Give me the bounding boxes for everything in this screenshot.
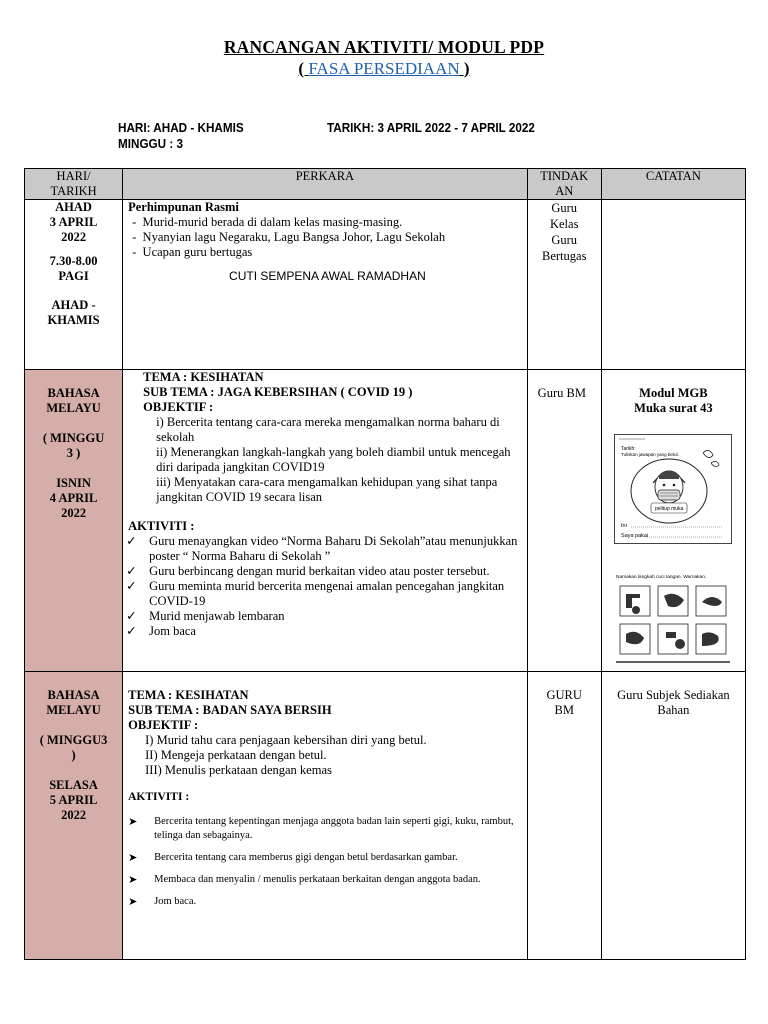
- svg-text:pelitup muka: pelitup muka: [655, 506, 684, 512]
- row3-catatan: Guru Subjek Sediakan Bahan: [601, 672, 745, 960]
- row2-tema: TEMA : KESIHATAN: [143, 370, 264, 384]
- arrow-icon: ➤: [128, 816, 138, 828]
- table-header-row: [25, 169, 746, 200]
- objective-item: ii) Menerangkan langkah-langkah yang boleh diambil untuk mencegah diri daripada jangkitan COVID19: [156, 445, 511, 474]
- objective-item: I) Murid tahu cara penjagaan kebersihan diri yang betul.: [145, 733, 427, 747]
- row3-tema: TEMA : KESIHATAN: [128, 688, 249, 702]
- row3-subtema: SUB TEMA : BADAN SAYA BERSIH: [128, 703, 332, 717]
- objective-item: III) Menulis perkataan dengan kemas: [145, 763, 332, 777]
- list-item: ➤ Bercerita tentang kepentingan menjaga anggota badan lain seperti gigi, kuku, rambut, telinga dan sebagainya.: [128, 816, 514, 841]
- lesson-plan-table: [24, 168, 746, 960]
- worksheet-mask-image: [614, 434, 732, 544]
- page-title: RANCANGAN AKTIVITI/ MODUL PDP: [223, 37, 545, 57]
- row2-perkara: [123, 370, 528, 672]
- row1-tindakan: Guru Kelas Guru Bertugas: [527, 200, 601, 370]
- subtitle-close: ): [459, 59, 470, 78]
- worksheet-handwash-image: [614, 572, 732, 666]
- meta-hari: HARI: AHAD - KHAMIS: [118, 120, 244, 135]
- list-item: ➤ Membaca dan menyalin / menulis perkataan berkaitan dengan anggota badan.: [128, 874, 481, 886]
- list-item: ➤ Bercerita tentang cara memberus gigi dengan betul berdasarkan gambar.: [128, 852, 458, 864]
- check-icon: ✓: [126, 624, 137, 638]
- table-row: [25, 672, 746, 960]
- row2-objektif: OBJEKTIF :: [143, 400, 214, 414]
- objective-item: iii) Menyatakan cara-cara mengamalkan kehidupan yang sihat tanpa jangkitan COVID 19 secara lisan: [156, 475, 498, 504]
- list-item: - Murid-murid berada di dalam kelas masing-masing.: [132, 215, 403, 229]
- meta-tarikh: TARIKH: 3 APRIL 2022 - 7 APRIL 2022: [327, 120, 535, 135]
- handwashing-steps-icon: [614, 572, 732, 666]
- row1-cuti: CUTI SEMPENA AWAL RAMADHAN: [229, 269, 426, 283]
- list-item: ✓ Guru meminta murid bercerita mengenai amalan pencegahan jangkitan COVID-19: [126, 579, 505, 608]
- list-item: ➤ Jom baca.: [128, 896, 197, 908]
- row2-activity-list: [123, 534, 527, 639]
- list-item: - Ucapan guru bertugas: [132, 245, 253, 259]
- page-subtitle: [0, 59, 768, 79]
- row3-activity-list: [123, 815, 527, 909]
- row1-list: [128, 215, 527, 260]
- check-icon: ✓: [126, 579, 137, 593]
- row1-day: AHAD 3 APRIL 2022 7.30-8.00 PAGI AHAD - KHAMIS: [25, 200, 123, 370]
- check-icon: ✓: [126, 534, 137, 548]
- header-perkara: PERKARA: [123, 169, 528, 200]
- subtitle-open: (: [298, 59, 309, 78]
- row3-perkara: [123, 672, 528, 960]
- check-icon: ✓: [126, 564, 137, 578]
- table-row: [25, 370, 746, 672]
- list-item: ✓ Jom baca: [126, 624, 196, 638]
- list-item: ✓ Guru menayangkan video “Norma Baharu Di Sekolah”atau menunjukkan poster “ Norma Baharu di Sekolah ”: [126, 534, 518, 563]
- svg-text:Saya pakai: Saya pakai: [621, 533, 649, 539]
- svg-text:Tuliskan jawapan yang betul.: Tuliskan jawapan yang betul.: [621, 452, 680, 457]
- row3-day: BAHASA MELAYU ( MINGGU3 ) SELASA 5 APRIL 2022: [25, 672, 123, 960]
- row2-aktiviti: AKTIVITI :: [128, 519, 195, 533]
- child-face-mask-icon: [615, 435, 731, 543]
- row2-catatan: Modul MGB Muka surat 43 Tarikh: Tuliskan jawapan yang betul. pelitup muka Ini Saya pakai Namakan langkah cuci tangan. Warnakan.: [601, 370, 745, 672]
- row2-tindakan: Guru BM: [527, 370, 601, 672]
- row2-subtema: SUB TEMA : JAGA KEBERSIHAN ( COVID 19 ): [143, 385, 413, 399]
- table-row: [25, 200, 746, 370]
- row3-objektif: OBJEKTIF :: [128, 718, 199, 732]
- header-tindakan: TINDAK AN: [527, 169, 601, 200]
- list-item: - Nyanyian lagu Negaraku, Lagu Bangsa Johor, Lagu Sekolah: [132, 230, 446, 244]
- svg-text:Namakan langkah cuci tangan. W: Namakan langkah cuci tangan. Warnakan.: [616, 575, 707, 580]
- row1-perkara: [123, 200, 528, 370]
- objective-item: II) Mengeja perkataan dengan betul.: [145, 748, 327, 762]
- arrow-icon: ➤: [128, 852, 138, 864]
- objective-item: i) Bercerita tentang cara-cara mereka mengamalkan norma baharu di sekolah: [156, 415, 500, 444]
- arrow-icon: ➤: [128, 874, 138, 886]
- list-item: ✓ Guru berbincang dengan murid berkaitan video atau poster tersebut.: [126, 564, 490, 578]
- header-hari: HARI/ TARIKH: [25, 169, 123, 200]
- check-icon: ✓: [126, 609, 137, 623]
- meta-minggu: MINGGU : 3: [118, 136, 184, 151]
- subtitle-link[interactable]: FASA PERSEDIAAN: [308, 59, 460, 78]
- svg-text:Ini: Ini: [621, 523, 628, 529]
- row1-heading: Perhimpunan Rasmi: [128, 200, 239, 214]
- list-item: ✓ Murid menjawab lembaran: [126, 609, 285, 623]
- row3-tindakan: GURU BM: [527, 672, 601, 960]
- row2-day: BAHASA MELAYU ( MINGGU 3 ) ISNIN 4 APRIL 2022: [25, 370, 123, 672]
- svg-text:Tarikh:: Tarikh:: [621, 446, 637, 452]
- header-catatan: CATATAN: [601, 169, 745, 200]
- row1-catatan: [601, 200, 745, 370]
- row3-aktiviti: AKTIVITI :: [128, 791, 190, 803]
- arrow-icon: ➤: [128, 896, 138, 908]
